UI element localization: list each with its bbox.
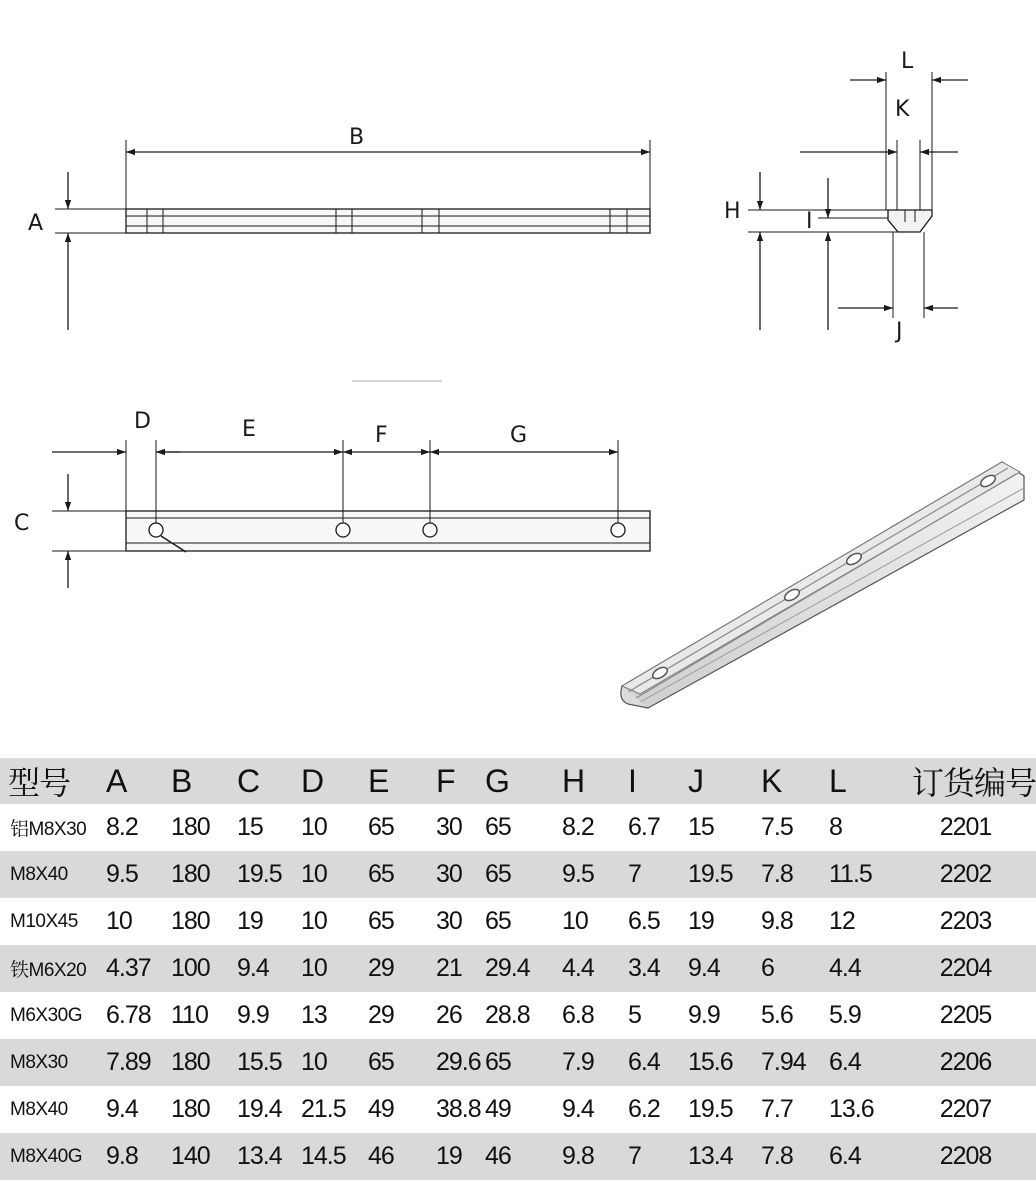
cell-d: 13 [301, 1001, 327, 1029]
cell-h: 10 [562, 907, 588, 935]
cell-h: 9.8 [562, 1133, 628, 1180]
cell-model: M10X45 [10, 910, 78, 932]
cell-f: 21 [436, 945, 485, 992]
cell-f: 30 [436, 813, 462, 841]
cell-l: 4.4 [829, 945, 895, 992]
table-row [0, 1039, 1036, 1086]
cell-h: 9.5 [562, 851, 628, 898]
table-row [0, 945, 1036, 992]
cell-f: 30 [436, 851, 485, 898]
cell-g: 46 [485, 1133, 562, 1180]
cell-k: 7.8 [761, 1133, 829, 1180]
cell-c: 19.4 [237, 1095, 282, 1123]
cell-g: 65 [485, 907, 511, 935]
header-i: I [628, 758, 688, 804]
cell-e: 29 [368, 1001, 394, 1029]
cell-e: 29 [368, 945, 436, 992]
cell-model: 铝M8X30 [10, 819, 87, 840]
cell-e: 65 [368, 1039, 436, 1086]
cell-j: 19 [688, 907, 714, 935]
rail-3d-view [621, 462, 1024, 708]
header-j: J [688, 758, 761, 804]
cell-k: 6 [761, 945, 829, 992]
cell-f: 29.6 [436, 1039, 485, 1086]
cell-order-no: 2204 [895, 945, 1036, 992]
header-k: K [761, 758, 829, 804]
dim-label-i: I [806, 209, 813, 234]
cell-e: 65 [368, 851, 436, 898]
cell-l: 13.6 [829, 1095, 874, 1123]
cell-k: 7.7 [761, 1095, 793, 1123]
cell-e: 65 [368, 907, 394, 935]
cell-f: 19 [436, 1133, 485, 1180]
cell-l: 8 [829, 813, 842, 841]
cell-b: 180 [171, 1095, 210, 1123]
cell-a: 9.5 [106, 851, 171, 898]
cell-d: 10 [301, 1039, 368, 1086]
cell-a: 4.37 [106, 945, 171, 992]
header-l: L [829, 758, 895, 804]
cell-e: 46 [368, 1133, 436, 1180]
cell-d: 10 [301, 851, 368, 898]
cell-a: 9.4 [106, 1095, 138, 1123]
table-header-row [0, 758, 1036, 804]
cell-l: 5.9 [829, 1001, 861, 1029]
cell-j: 15 [688, 813, 714, 841]
cell-b: 100 [171, 945, 237, 992]
cell-order-no: 2205 [939, 1001, 992, 1029]
cell-model: 铁M6X20 [0, 945, 106, 992]
cell-i: 7 [628, 1133, 688, 1180]
cell-model: M8X40 [0, 851, 106, 898]
cell-model: M8X40 [10, 1098, 68, 1120]
cell-c: 13.4 [237, 1133, 301, 1180]
dim-label-d: D [134, 409, 151, 434]
cell-order-no: 2206 [895, 1039, 1036, 1086]
cell-k: 5.6 [761, 1001, 793, 1029]
cell-g: 65 [485, 813, 511, 841]
cell-c: 9.4 [237, 945, 301, 992]
table-row [0, 1086, 1036, 1133]
cell-k: 7.8 [761, 851, 829, 898]
cell-d: 10 [301, 907, 327, 935]
cell-g: 65 [485, 1039, 562, 1086]
cell-i: 6.4 [628, 1039, 688, 1086]
cell-model: M8X30 [0, 1039, 106, 1086]
cell-h: 7.9 [562, 1039, 628, 1086]
cell-order-no: 2202 [895, 851, 1036, 898]
cell-j: 19.5 [688, 1095, 733, 1123]
side-view [55, 140, 650, 330]
dim-label-b: B [349, 125, 365, 150]
cell-g: 65 [485, 851, 562, 898]
cell-model: M6X30G [10, 1004, 82, 1026]
cell-a: 6.78 [106, 1001, 151, 1029]
cell-b: 180 [171, 851, 237, 898]
cell-a: 7.89 [106, 1039, 171, 1086]
header-f: F [436, 758, 485, 804]
cell-i: 6.2 [628, 1095, 660, 1123]
cell-i: 5 [628, 1001, 641, 1029]
cell-f: 30 [436, 907, 462, 935]
cell-k: 7.5 [761, 813, 793, 841]
cell-b: 180 [171, 1039, 237, 1086]
cell-a: 8.2 [106, 813, 138, 841]
cell-b: 180 [171, 907, 210, 935]
spec-table-body [0, 804, 1036, 1180]
cell-h: 6.8 [562, 1001, 594, 1029]
cross-section-view [748, 72, 968, 330]
cell-h: 9.4 [562, 1095, 594, 1123]
header-c: C [237, 758, 301, 804]
dim-label-j: J [896, 319, 903, 344]
header-order-no: 订货编号 [895, 758, 1036, 804]
cell-order-no: 2207 [939, 1095, 992, 1123]
cell-c: 19 [237, 907, 263, 935]
cell-g: 29.4 [485, 945, 562, 992]
cell-e: 49 [368, 1095, 394, 1123]
table-row [0, 1133, 1036, 1180]
cell-d: 21.5 [301, 1095, 346, 1123]
header-g: G [485, 758, 562, 804]
header-e: E [368, 758, 436, 804]
cell-l: 12 [829, 907, 855, 935]
dim-label-e: E [242, 417, 256, 442]
dim-label-k: K [895, 97, 910, 122]
dim-label-l: L [901, 49, 914, 74]
cell-e: 65 [368, 813, 394, 841]
cell-c: 15 [237, 813, 263, 841]
dim-label-a: A [28, 211, 44, 236]
cell-j: 19.5 [688, 851, 761, 898]
cell-c: 19.5 [237, 851, 301, 898]
dim-label-h: H [724, 199, 741, 224]
cell-i: 6.5 [628, 907, 660, 935]
table-row [0, 898, 1036, 945]
table-row [0, 992, 1036, 1039]
cell-b: 110 [171, 1001, 208, 1029]
cell-order-no: 2201 [939, 813, 992, 841]
cell-l: 6.4 [829, 1133, 895, 1180]
cell-j: 9.9 [688, 1001, 720, 1029]
cell-d: 10 [301, 813, 327, 841]
header-a: A [106, 758, 171, 804]
cell-model: M8X40G [0, 1133, 106, 1180]
cell-b: 180 [171, 813, 210, 841]
cell-g: 28.8 [485, 1001, 530, 1029]
header-b: B [171, 758, 237, 804]
cell-j: 13.4 [688, 1133, 761, 1180]
cell-l: 11.5 [829, 851, 895, 898]
cell-a: 10 [106, 907, 132, 935]
table-row [0, 851, 1036, 898]
cell-g: 49 [485, 1095, 511, 1123]
header-h: H [562, 758, 628, 804]
cell-j: 9.4 [688, 945, 761, 992]
cell-d: 10 [301, 945, 368, 992]
cell-f: 26 [436, 1001, 462, 1029]
top-view [52, 440, 650, 588]
cell-f: 38.8 [436, 1095, 481, 1123]
cell-c: 15.5 [237, 1039, 301, 1086]
spec-table [0, 758, 1036, 1180]
cell-k: 9.8 [761, 907, 793, 935]
dim-label-c: C [14, 511, 30, 536]
cell-b: 140 [171, 1133, 237, 1180]
header-model: 型号 [0, 758, 106, 804]
cell-order-no: 2208 [895, 1133, 1036, 1180]
table-row [0, 804, 1036, 851]
cell-i: 3.4 [628, 945, 688, 992]
header-d: D [301, 758, 368, 804]
cell-h: 4.4 [562, 945, 628, 992]
cell-k: 7.94 [761, 1039, 829, 1086]
cell-l: 6.4 [829, 1039, 895, 1086]
dim-label-f: F [375, 423, 388, 448]
cell-i: 6.7 [628, 813, 660, 841]
dim-label-g: G [510, 423, 528, 448]
cell-c: 9.9 [237, 1001, 269, 1029]
cell-order-no: 2203 [939, 907, 992, 935]
cell-a: 9.8 [106, 1133, 171, 1180]
cell-i: 7 [628, 851, 688, 898]
cell-d: 14.5 [301, 1133, 368, 1180]
cell-j: 15.6 [688, 1039, 761, 1086]
cell-h: 8.2 [562, 813, 594, 841]
